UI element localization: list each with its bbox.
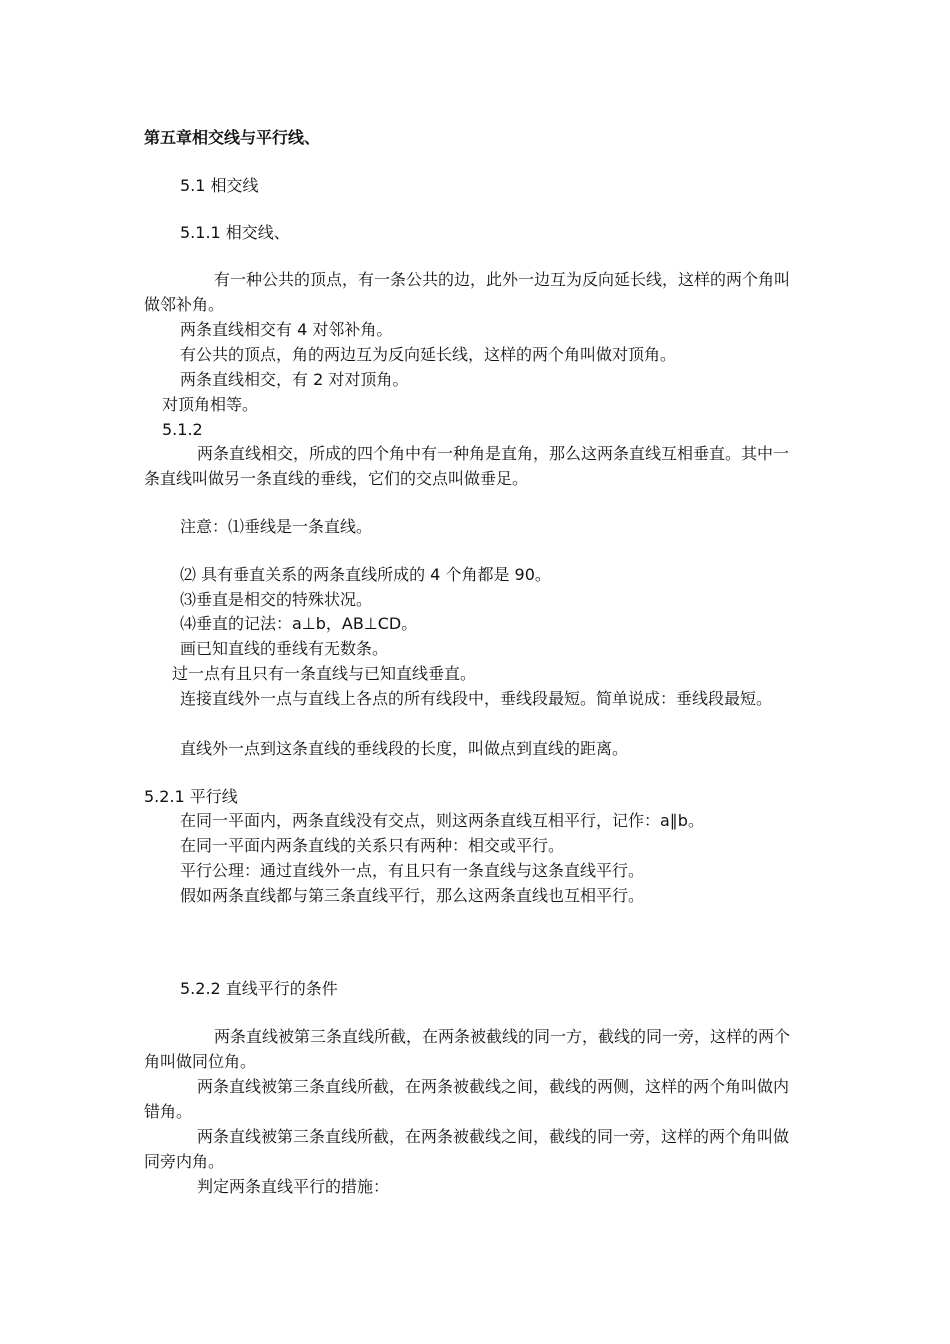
section-5-1-2-heading: 5.1.2	[162, 420, 203, 439]
note-2: ⑵ 具有垂直关系的两条直线所成的 4 个角都是 90。	[180, 565, 551, 584]
section-5-2-2-heading: 5.2.2 直线平行的条件	[180, 979, 338, 998]
line-relations: 在同一平面内两条直线的关系只有两种：相交或平行。	[180, 836, 565, 855]
note-3: ⑶垂直是相交的特殊状况。	[180, 590, 373, 609]
note-1: 注意：⑴垂线是一条直线。	[180, 517, 373, 536]
co-interior-angles-definition: 两条直线被第三条直线所截，在两条被截线之间，截线的同一旁，这样的两个角叫做同旁内角。	[144, 1127, 790, 1171]
corresponding-angles-definition: 两条直线被第三条直线所截，在两条被截线的同一方，截线的同一旁，这样的两个角叫做同位角。	[144, 1027, 791, 1071]
vertical-angles-equal: 对顶角相等。	[162, 395, 259, 414]
parallel-transitivity: 假如两条直线都与第三条直线平行，那么这两条直线也互相平行。	[180, 886, 645, 905]
section-5-2-1-heading: 5.2.1 平行线	[144, 787, 238, 806]
note-4: ⑷垂直的记法：a⊥b，AB⊥CD。	[180, 614, 418, 633]
section-5-1-heading: 5.1 相交线	[180, 176, 259, 195]
adjacent-supplementary-definition: 有一种公共的顶点，有一条公共的边，此外一边互为反向延长线，这样的两个角叫做邻补角。	[144, 270, 791, 314]
parallel-axiom: 平行公理：通过直线外一点，有且只有一条直线与这条直线平行。	[180, 861, 645, 880]
section-5-1-1-heading: 5.1.1 相交线、	[180, 223, 290, 242]
perpendicular-definition: 两条直线相交，所成的四个角中有一种角是直角，那么这两条直线互相垂直。其中一条直线叫做另一条直线的垂线，它们的交点叫做垂足。	[144, 444, 790, 488]
point-line-distance: 直线外一点到这条直线的垂线段的长度，叫做点到直线的距离。	[180, 739, 629, 758]
vertical-angle-definition: 有公共的顶点，角的两边互为反向延长线，这样的两个角叫做对顶角。	[180, 345, 677, 364]
unique-perpendicular: 过一点有且只有一条直线与已知直线垂直。	[172, 664, 477, 683]
chapter-title: 第五章相交线与平行线、	[144, 128, 321, 147]
adjacent-supplementary-count: 两条直线相交有 4 对邻补角。	[180, 320, 393, 339]
infinite-perpendiculars: 画已知直线的垂线有无数条。	[180, 639, 389, 658]
shortest-perpendicular: 连接直线外一点与直线上各点的所有线段中，垂线段最短。简单说成：垂线段最短。	[180, 689, 773, 708]
parallel-criteria-heading: 判定两条直线平行的措施：	[197, 1177, 390, 1196]
vertical-angle-count: 两条直线相交，有 2 对对顶角。	[180, 370, 409, 389]
alternate-interior-angles-definition: 两条直线被第三条直线所截，在两条被截线之间，截线的两侧，这样的两个角叫做内错角。	[144, 1077, 790, 1121]
parallel-definition: 在同一平面内，两条直线没有交点，则这两条直线互相平行，记作：a∥b。	[180, 811, 704, 830]
